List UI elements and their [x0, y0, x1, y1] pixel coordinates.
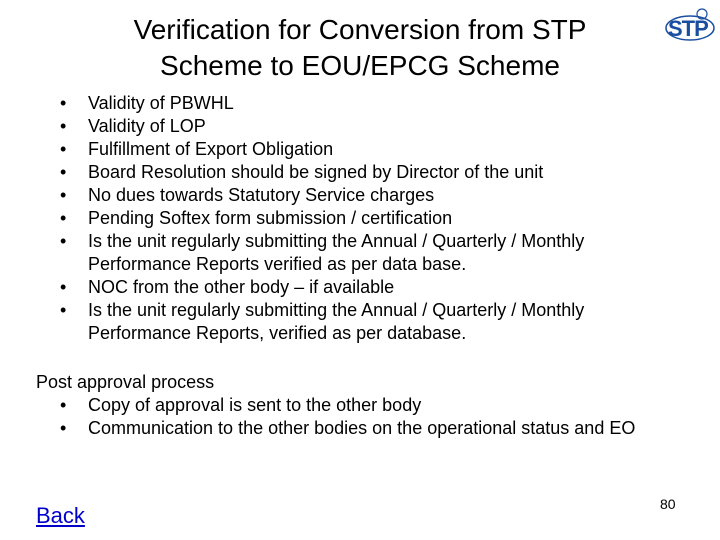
back-link[interactable]: Back [36, 503, 85, 528]
list-item: • Is the unit regularly submitting the Annual / Quarterly / Monthly Performance Reports, verified as per database. [60, 299, 660, 345]
post-approval-heading: Post approval process [36, 372, 215, 392]
list-item: • Communication to the other bodies on the operational status and EO [36, 417, 666, 440]
list-item: • Pending Softex form submission / certification [60, 207, 660, 230]
logo-text: STP [668, 16, 708, 41]
list-item: • No dues towards Statutory Service charges [60, 184, 660, 207]
list-item: • NOC from the other body – if available [60, 276, 660, 299]
slide-title [60, 12, 660, 84]
post-approval-section [36, 371, 666, 440]
list-item: • Copy of approval is sent to the other body [36, 394, 666, 417]
list-item: • Validity of LOP [60, 115, 660, 138]
list-item: • Board Resolution should be signed by Director of the unit [60, 161, 660, 184]
title-line-2: Scheme to EOU/EPCG Scheme [160, 50, 560, 81]
list-item: • Validity of PBWHL [60, 92, 660, 115]
title-line-1: Verification for Conversion from STP [133, 14, 587, 45]
stp-logo [664, 6, 716, 44]
list-item: • Fulfillment of Export Obligation [60, 138, 660, 161]
list-item: • Is the unit regularly submitting the Annual / Quarterly / Monthly Performance Reports verified as per data base. [60, 230, 660, 276]
verification-list [60, 92, 660, 345]
page-number: 80 [660, 496, 676, 512]
post-approval-list [36, 394, 666, 440]
